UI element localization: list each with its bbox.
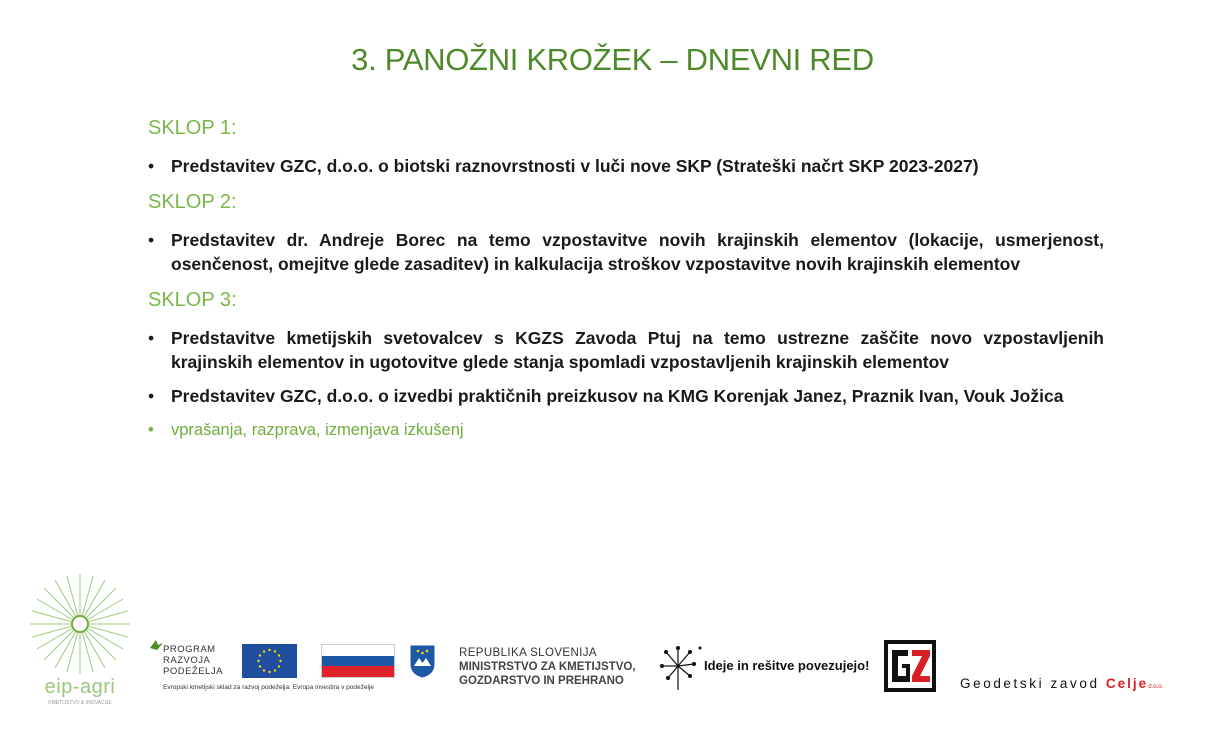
section-label: SKLOP 2: — [148, 191, 237, 213]
section-label: SKLOP 3: — [148, 289, 237, 311]
ideje-logo — [660, 642, 880, 692]
eip-agri-text: eip-agri — [44, 676, 116, 698]
slovenia-crest-icon — [410, 644, 435, 678]
company-name: Geodetski zavod Celjed.o.o. — [960, 676, 1164, 691]
agenda-item: • Predstavitev GZC, d.o.o. o izvedbi praktičnih preizkusov na KMG Korenjak Janez, Praznik Ivan, Vouk Jožica — [148, 384, 1104, 408]
section-label: SKLOP 1: — [148, 117, 237, 139]
eip-agri-logo — [28, 572, 132, 708]
program-text: PROGRAM RAZVOJA PODEŽELJA — [163, 644, 223, 677]
agenda-closing-item: • vprašanja, razprava, izmenjava izkušenj — [148, 418, 1104, 442]
ministry-text: REPUBLIKA SLOVENIJA MINISTRSTVO ZA KMETIJSTVO, GOZDARSTVO IN PREHRANO — [459, 647, 636, 687]
page-title: 3. PANOŽNI KROŽEK – DNEVNI RED — [351, 42, 874, 77]
bird-icon — [148, 636, 164, 656]
dandelion-icon — [660, 642, 704, 692]
slovenia-flag-icon — [321, 644, 395, 678]
fund-text: Evropski kmetijski sklad za razvoj podeželja: Evropa investira v podeželje — [163, 684, 374, 691]
program-razvoja-logo — [148, 636, 398, 696]
agenda-item: • Predstavitev GZC, d.o.o. o biotski raznovrstnosti v luči nove SKP (Strateški načrt SKP 2023-2027) — [148, 154, 1104, 178]
gz-logo-icon — [884, 640, 936, 692]
eip-burst-icon — [28, 572, 132, 676]
eu-flag-icon — [242, 644, 297, 678]
agenda-item: • Predstavitev dr. Andreje Borec na temo vzpostavitve novih krajinskih elementov (lokacije, usmerjenost, osenčenost, omejitve glede zasaditev) in kalkulacija stroškov vzpostavitve novih krajinskih elementov — [148, 228, 1104, 276]
eip-agri-subtitle: KMETIJSTVO & INOVACIJE — [48, 700, 112, 706]
slogan-text: Ideje in rešitve povezujejo! — [704, 658, 870, 673]
agenda-content — [148, 114, 1104, 452]
agenda-item: • Predstavitve kmetijskih svetovalcev s KGZS Zavoda Ptuj na temo ustrezne zaščite novo vzpostavljenih krajinskih elementov in ugotovitve glede stanja spomladi vzpostavljenih krajinskih elementov — [148, 326, 1104, 374]
